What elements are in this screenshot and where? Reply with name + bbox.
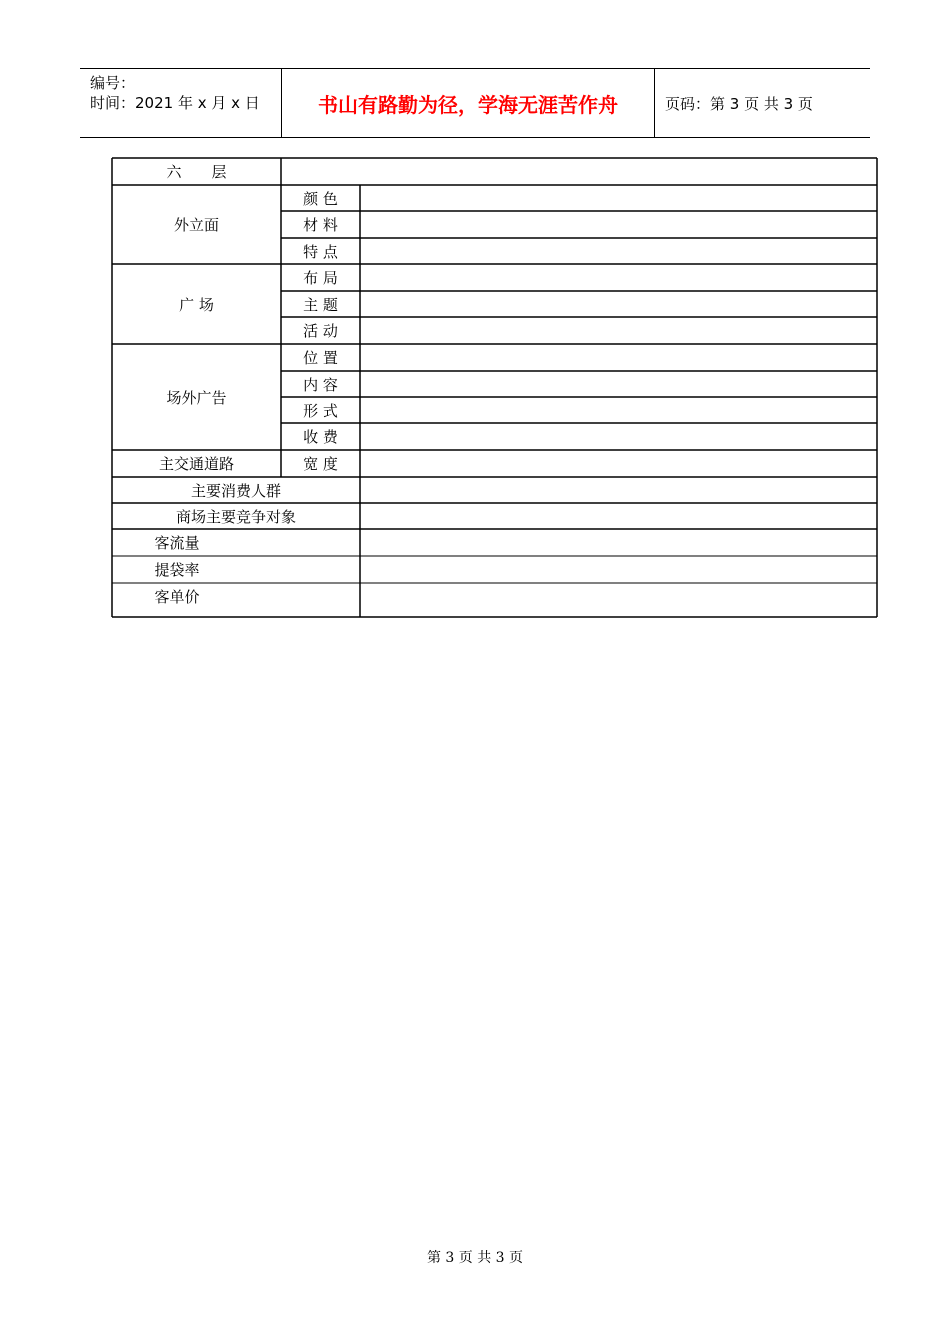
header-meta <box>80 69 280 137</box>
plaza-label: 广 场 <box>179 295 214 314</box>
ads-fee-label: 收 费 <box>303 428 338 446</box>
plaza-activity-label: 活 动 <box>303 322 338 340</box>
ads-location-label: 位 置 <box>303 349 338 367</box>
outdoor-ads-label: 场外广告 <box>166 388 227 407</box>
header-page-info: 页码：第 3 页 共 3 页 <box>665 94 813 113</box>
main-competitors-label: 商场主要竞争对象 <box>175 507 296 526</box>
avg-ticket-label: 客单价 <box>154 588 200 606</box>
facade-color-label: 颜 色 <box>303 189 338 208</box>
ads-content-label: 内 容 <box>303 375 338 394</box>
header-motto: 书山有路勤为径，学海无涯苦作舟 <box>281 69 655 137</box>
bag-rate-label: 提袋率 <box>154 561 200 579</box>
floor-label: 六 层 <box>166 163 227 181</box>
plaza-layout-label: 布 局 <box>303 269 338 287</box>
facade-feature-label: 特 点 <box>303 242 338 261</box>
page-header <box>80 68 870 138</box>
main-road-label: 主交通道路 <box>158 455 234 473</box>
ads-form-label: 形 式 <box>303 401 338 420</box>
customer-flow-label: 客流量 <box>154 534 200 552</box>
road-width-label: 宽 度 <box>303 455 338 473</box>
facade-material-label: 材 料 <box>303 216 338 234</box>
document-time-label: 时间：2021 年 x 月 x 日 <box>90 94 260 112</box>
main-consumers-label: 主要消费人群 <box>190 481 281 500</box>
facade-label: 外立面 <box>173 216 219 234</box>
document-number-label: 编号： <box>90 74 136 92</box>
plaza-theme-label: 主 题 <box>303 295 338 314</box>
page-footer: 第 3 页 共 3 页 <box>426 1250 524 1266</box>
